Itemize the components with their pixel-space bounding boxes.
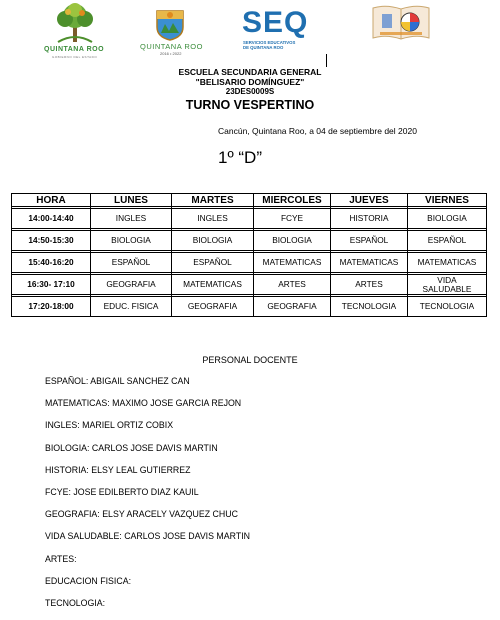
time-cell: 16:30- 17:10 [12, 275, 91, 295]
staff-list [45, 376, 250, 620]
list-item: EDUCACION FISICA: [45, 575, 132, 586]
table-cell: TECNOLOGIA [331, 297, 408, 317]
schedule-header-row [12, 194, 487, 207]
time-cell: 15:40-16:20 [12, 253, 91, 273]
table-cell: ESPAÑOL [90, 253, 171, 273]
table-cell: INGLES [90, 209, 171, 229]
table-cell: MATEMATICAS [254, 253, 331, 273]
table-cell: GEOGRAFIA [172, 297, 254, 317]
list-item: HISTORIA: ELSY LEAL GUTIERREZ [45, 464, 191, 475]
shield-icon [155, 9, 185, 41]
table-cell: BIOLOGIA [407, 209, 486, 229]
school-code: 23DES0009S [225, 87, 275, 96]
table-cell: ARTES [254, 275, 331, 295]
gobierno-logo-years: 2016 • 2022 [160, 51, 182, 56]
text-cursor [326, 54, 327, 67]
table-cell: EDUC. FISICA [90, 297, 171, 317]
col-header-martes: MARTES [172, 194, 254, 207]
col-header-lunes: LUNES [90, 194, 171, 207]
col-header-viernes: VIERNES [407, 194, 486, 207]
list-item: VIDA SALUDABLE: CARLOS JOSE DAVIS MARTIN [45, 531, 250, 542]
seq-line-1: SERVICIOS EDUCATIVOS [243, 40, 296, 45]
qr-logo-name: QUINTANA ROO [44, 46, 105, 53]
table-cell: MATEMATICAS [331, 253, 408, 273]
table-row [12, 297, 487, 317]
schedule-table [11, 193, 487, 317]
col-header-miercoles: MIERCOLES [254, 194, 331, 207]
list-item: TECNOLOGIA: [45, 597, 106, 608]
table-cell: ESPAÑOL [331, 231, 408, 251]
qr-logo-sub: GOBIERNO DEL ESTADO [52, 55, 98, 59]
table-cell: TECNOLOGIA [407, 297, 486, 317]
table-row [12, 275, 487, 295]
shift-title: TURNO VESPERTINO [185, 98, 315, 112]
seq-line-2: DE QUINTANA ROO [243, 45, 284, 50]
staff-title: PERSONAL DOCENTE [202, 355, 298, 365]
table-row [12, 209, 487, 229]
school-subname: "BELISARIO DOMÍNGUEZ" [195, 77, 305, 87]
list-item: BIOLOGIA: CARLOS JOSE DAVIS MARTIN [45, 442, 218, 453]
list-item: FCYE: JOSE EDILBERTO DIAZ KAUIL [45, 486, 199, 497]
table-cell: BIOLOGIA [90, 231, 171, 251]
list-item: ESPAÑOL: ABIGAIL SANCHEZ CAN [45, 376, 190, 386]
group-label: 1º “D” [218, 148, 262, 167]
col-header-hora: HORA [12, 194, 91, 207]
time-cell: 14:50-15:30 [12, 231, 91, 251]
table-cell: BIOLOGIA [254, 231, 331, 251]
list-item: INGLES: MARIEL ORTIZ COBIX [45, 420, 174, 431]
school-name: ESCUELA SECUNDARIA GENERAL [178, 67, 322, 77]
table-cell: INGLES [172, 209, 254, 229]
table-cell: HISTORIA [331, 209, 408, 229]
table-cell: ESPAÑOL [407, 231, 486, 251]
list-item: GEOGRAFIA: ELSY ARACELY VAZQUEZ CHUC [45, 509, 238, 520]
list-item: MATEMATICAS: MAXIMO JOSE GARCIA REJON [45, 398, 242, 409]
gobierno-logo-name: QUINTANA ROO [140, 42, 203, 51]
table-cell: VIDA SALUDABLE [407, 275, 486, 295]
school-crest-icon [370, 4, 432, 42]
seq-acronym: SEQ [242, 6, 309, 39]
list-item: ARTES: [45, 553, 77, 564]
table-row [12, 231, 487, 251]
table-cell: FCYE [254, 209, 331, 229]
col-header-jueves: JUEVES [331, 194, 408, 207]
table-cell: BIOLOGIA [172, 231, 254, 251]
table-cell: MATEMATICAS [172, 275, 254, 295]
table-cell: ARTES [331, 275, 408, 295]
tree-icon [52, 2, 98, 44]
table-row [12, 253, 487, 273]
place-date: Cancún, Quintana Roo, a 04 de septiembre del 2020 [218, 126, 417, 136]
time-cell: 17:20-18:00 [12, 297, 91, 317]
time-cell: 14:00-14:40 [12, 209, 91, 229]
table-cell: GEOGRAFIA [254, 297, 331, 317]
table-cell: ESPAÑOL [172, 253, 254, 273]
table-cell: GEOGRAFIA [90, 275, 171, 295]
table-cell: MATEMATICAS [407, 253, 486, 273]
